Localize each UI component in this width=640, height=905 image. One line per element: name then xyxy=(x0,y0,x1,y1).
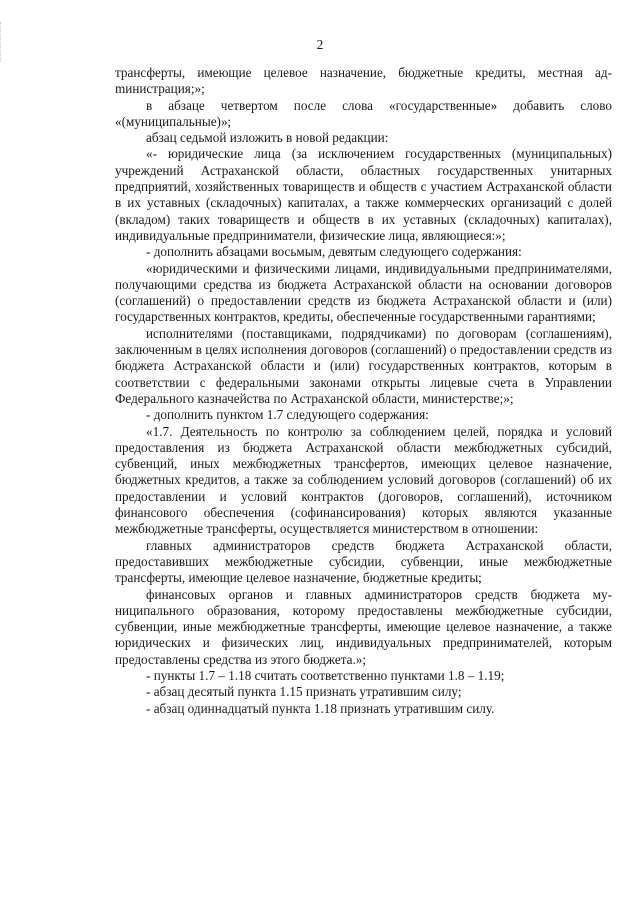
paragraph-abzac-fourth: в абзаце четвертом после слова «государственные» добавить слово «(муниципальные)»; xyxy=(115,97,612,129)
document-body xyxy=(115,65,612,717)
paragraph-financial-bodies: финансовых органов и главных администраторов средств бюджета муниципального образования, которому предоставлены межбюджетные субсидии, субвенции, иные межбюджетные трансферты, имеющие целевое назначение, а также юридических и физических лиц, индивидуальных предпринимателей, которым предоставлены средства из этого бюджета.»; xyxy=(115,586,612,667)
paragraph-legal-entities: «- юридические лица (за исключением государственных (муниципальных) учреждений Астраханской области, областных государственных унитарных предприятий, хозяйственных товариществ и обществ с участием Астраханской области в их уставных (складочных) капиталах, а также коммерческих организаций с долей (вкладом) таких товариществ и обществ в их уставных (складочных) капиталах), индивидуальные предприниматели, физические лица, являющиеся:»; xyxy=(115,146,612,243)
paragraph-point-1-7: «1.7. Деятельность по контролю за соблюдением целей, порядка и условий предоставления из бюджета Астраханской области межбюджетных субсидий, субвенций, иных межбюджетных трансфертов, имеющих целевое назначение, бюджетных кредитов, а также за соблюдением условий договоров (соглашений) об их предоставлении и условий контрактов (договоров, соглашений), источником финансового обеспечения (софинансирования) которых являются указанные межбюджетные трансферты, осуществляется министерством в отношении: xyxy=(115,423,612,537)
paragraph-recipients: «юридическими и физическими лицами, индивидуальными предпринимателями, получающими средства из бюджета Астраханской области на основании договоров (соглашений) о предоставлении средств из бюджета Астраханской области и (или) государственных контрактов, кредиты, обеспеченные государственными гарантиями; xyxy=(115,260,612,325)
page-number: 2 xyxy=(316,37,324,52)
paragraph-add-eighth-ninth: - дополнить абзацами восьмым, девятым следующего содержания: xyxy=(146,244,522,260)
paragraph-renumber-points: - пункты 1.7 – 1.18 считать соответственно пунктами 1.8 – 1.19; xyxy=(146,667,505,683)
paragraph-add-point-1-7: - дополнить пунктом 1.7 следующего содержания: xyxy=(146,407,429,423)
paragraph-transfers-continuation: трансферты, имеющие целевое назначение, бюджетные кредиты, местная адmинистрация;»; xyxy=(115,65,612,97)
paragraph-repeal-1-18: - абзац одиннадцатый пункта 1.18 признать утратившим силу. xyxy=(146,700,495,716)
paragraph-chief-administrators: главных администраторов средств бюджета Астраханской области, предоставивших межбюджетные субсидии, субвенции, иные межбюджетные трансферты, имеющие целевое назначение, бюджетные кредиты; xyxy=(115,537,612,586)
paragraph-contractors: исполнителями (поставщиками, подрядчиками) по договорам (соглашениям), заключенным в целях исполнения договоров (соглашений) о предоставлении средств из бюджета Астраханской области и (или) государственных контрактов, которым в соответствии с федеральными законами открыты лицевые счета в Управлении Федерального казначейства по Астраханской области, министерстве;»; xyxy=(115,325,612,406)
paragraph-abzac-seventh-intro: абзац седьмой изложить в новой редакции: xyxy=(146,130,389,146)
paragraph-repeal-1-15: - абзац десятый пункта 1.15 признать утратившим силу; xyxy=(146,684,462,700)
